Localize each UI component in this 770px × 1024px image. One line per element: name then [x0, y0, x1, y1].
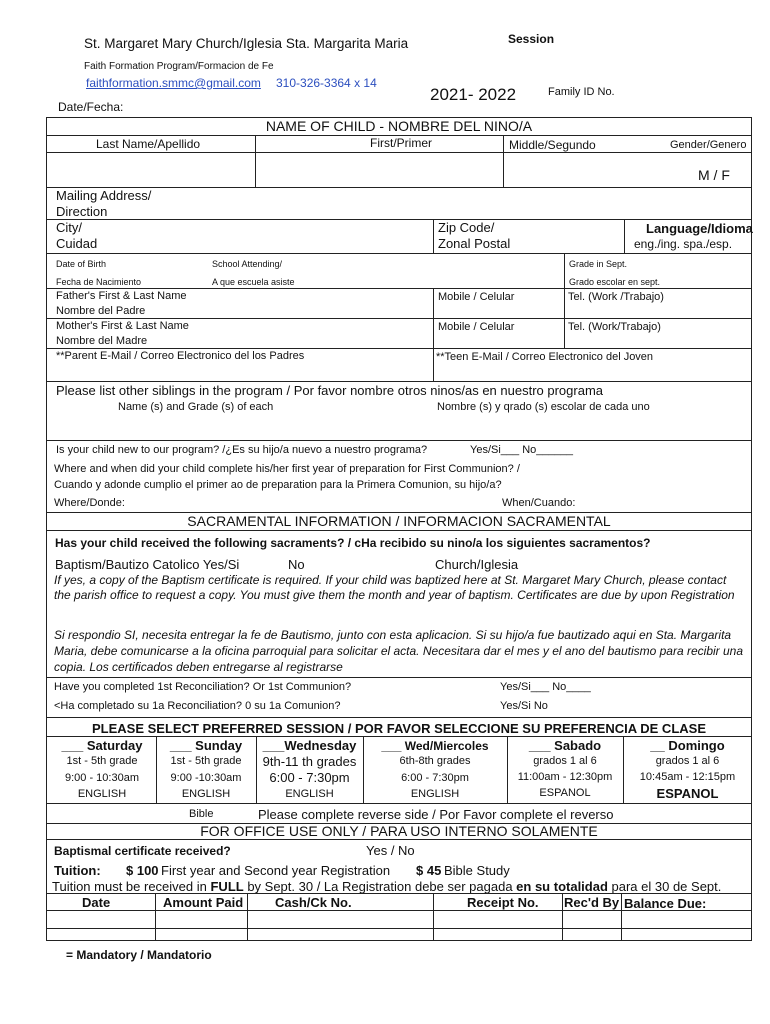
baptism-yes-label[interactable]: Baptism/Bautizo Catolico Yes/Si	[55, 557, 240, 572]
parent-email-label: **Parent E-Mail / Correo Electronico del los Padres	[56, 350, 305, 362]
reconciliation-question-en: Have you completed 1st Reconciliation? Or 1st Communion?	[54, 681, 352, 693]
school-label-1: School Attending/	[212, 259, 283, 269]
child-name-title: NAME OF CHILD - NOMBRE DEL NINO/A	[265, 118, 533, 134]
dob-label-1: Date of Birth	[56, 259, 107, 269]
language-label-1: Language/Idioma	[646, 221, 753, 236]
first-communion-question-es: Cuando y adonde cumplio el primer ao de preparation para la Primera Comunion, su hijo/a?	[54, 479, 502, 491]
first-communion-question-en: Where and when did your child complete his/her first year of preparation for First Communion? /	[54, 463, 520, 475]
siblings-prompt: Please list other siblings in the program / Por favor nombre otros ninos/as en nuestro programa	[56, 383, 603, 398]
session-day[interactable]: ___ Wed/Miercoles	[381, 739, 489, 753]
session-grades: 1st - 5th grade	[170, 755, 242, 767]
father-work-label: Tel. (Work /Trabajo)	[568, 291, 664, 303]
session-grades: grados 1 al 6	[533, 755, 597, 767]
sacraments-question: Has your child received the following sacraments? / cHa recibido su nino/a los siguientes sacramentos?	[55, 536, 651, 550]
table-header-amount: Amount Paid	[163, 895, 244, 910]
tuition-label: Tuition:	[54, 863, 101, 878]
city-label-1: City/	[56, 220, 82, 235]
mother-work-label: Tel. (Work/Trabajo)	[568, 321, 661, 333]
table-header-cash-ck: Cash/Ck No.	[275, 895, 352, 910]
bible-study-amount: $ 45	[416, 863, 442, 878]
date-label: Date/Fecha:	[58, 100, 124, 114]
tuition-description: First year and Second year Registration	[161, 863, 391, 878]
session-grades: grados 1 al 6	[655, 755, 720, 767]
table-header-date: Date	[82, 895, 111, 910]
session-time: 11:00am - 12:30pm	[517, 771, 613, 783]
new-child-answer[interactable]: Yes/Si___ No______	[470, 444, 573, 456]
baptism-note-es: Si respondio SI, necesita entregar la fe de Bautismo, junto con esta aplicacion. Si su hijo/a fue bautizado aqui en Sta. Margarita Maria, debe comunicarse a la oficina parroquial para solicitar el acta. Necesitara dar el mes y el ano del bautismo para recibir una copia. Los certificados deben entregarse al registrarse	[54, 628, 744, 674]
session-time: 6:00 - 7:30pm	[401, 772, 469, 784]
session-language: ENGLISH	[285, 788, 334, 800]
session-day[interactable]: __ Domingo	[650, 738, 725, 753]
mother-label-1: Mother's First & Last Name	[56, 320, 189, 332]
session-grades: 9th-11 th grades	[262, 754, 357, 769]
session-day[interactable]: ___ Sabado	[528, 738, 602, 753]
where-label: Where/Donde:	[54, 497, 125, 509]
table-header-receipt: Receipt No.	[467, 895, 539, 910]
mother-label-2: Nombre del Madre	[56, 335, 148, 347]
language-options[interactable]: eng./ing. spa./esp.	[634, 237, 733, 251]
school-label-2: A que escuela asiste	[212, 277, 295, 287]
session-grades: 6th-8th grades	[399, 755, 471, 767]
session-label: Session	[508, 32, 555, 46]
session-language: ESPANOL	[656, 786, 719, 801]
session-time: 9:00 -10:30am	[170, 772, 242, 784]
new-child-question: Is your child new to our program? /¿Es su hijo/a nuevo a nuestro programa?	[56, 444, 428, 456]
zip-label-1: Zip Code/	[438, 220, 495, 235]
mandatory-note: = Mandatory / Mandatorio	[66, 948, 212, 962]
father-label-1: Father's First & Last Name	[56, 290, 187, 302]
father-mobile-label: Mobile / Celular	[438, 291, 515, 303]
siblings-left-label: Name (s) and Grade (s) of each	[118, 401, 274, 413]
reconciliation-answer-en[interactable]: Yes/Si___ No____	[500, 681, 591, 693]
session-language: ENGLISH	[77, 788, 127, 800]
office-use-title: FOR OFFICE USE ONLY / PARA USO INTERNO SOLAMENTE	[200, 823, 598, 839]
school-year: 2021- 2022	[430, 85, 517, 104]
gender-options[interactable]: M / F	[698, 167, 730, 183]
city-label-2: Cuidad	[56, 236, 98, 251]
session-title: PLEASE SELECT PREFERRED SESSION / POR FAVOR SELECCIONE SU PREFERENCIA DE CLASE	[92, 721, 706, 736]
zip-label-2: Zonal Postal	[438, 236, 511, 251]
family-id-label: Family ID No.	[548, 86, 615, 98]
baptism-note-en: If yes, a copy of the Baptism certificate is required. If your child was baptized here at St. Margaret Mary Church, please contact the parish office to request a copy. You must give them the month and year of baptism. Certificates are due by upon Registration	[54, 573, 735, 602]
contact-phone: 310-326-3364 x 14	[276, 76, 377, 90]
church-name: St. Margaret Mary Church/Iglesia Sta. Margarita Maria	[84, 36, 409, 51]
baptismal-yes-no[interactable]: Yes / No	[366, 843, 415, 858]
contact-email-link[interactable]: faithformation.smmc@gmail.com	[86, 76, 261, 90]
when-label: When/Cuando:	[502, 497, 576, 509]
mailing-label-1: Mailing Address/	[56, 188, 152, 203]
bible-label: Bible	[189, 808, 214, 820]
table-header-recd-by: Rec'd By	[564, 895, 620, 910]
table-header-balance: Balance Due:	[624, 896, 707, 911]
tuition-due-note: Tuition must be received in FULL by Sept. 30 / La Registration debe ser pagada en su totalidad para el 30 de Sept.	[52, 879, 722, 894]
teen-email-label: **Teen E-Mail / Correo Electronico del Joven	[436, 351, 654, 363]
session-time: 10:45am - 12:15pm	[639, 771, 736, 783]
session-language: ENGLISH	[181, 788, 231, 800]
session-language: ENGLISH	[410, 788, 460, 800]
session-grades: 1st - 5th grade	[66, 755, 138, 767]
session-day[interactable]: ___ Sunday	[169, 738, 243, 753]
middle-name-label: Middle/Segundo	[509, 138, 596, 152]
session-time: 9:00 - 10:30am	[65, 772, 139, 784]
session-language: ESPANOL	[539, 787, 591, 799]
reconciliation-answer-es[interactable]: Yes/Si No	[500, 700, 548, 712]
grade-label-2: Grado escolar en sept.	[569, 277, 661, 287]
reconciliation-question-es: <Ha completado su 1a Reconciliation? 0 su 1a Comunion?	[54, 700, 341, 712]
church-label: Church/Iglesia	[435, 557, 519, 572]
dob-label-2: Fecha de Nacimiento	[56, 277, 142, 287]
bible-study-description: Bible Study	[444, 863, 510, 878]
complete-reverse-note: Please complete reverse side / Por Favor complete el reverso	[258, 807, 614, 822]
mother-mobile-label: Mobile / Celular	[438, 321, 515, 333]
baptismal-received-label: Baptismal certificate received?	[54, 844, 231, 858]
program-name: Faith Formation Program/Formacion de Fe	[84, 61, 274, 72]
gender-label: Gender/Genero	[670, 139, 747, 151]
session-day[interactable]: ___ Saturday	[61, 738, 143, 753]
last-name-label: Last Name/Apellido	[96, 137, 201, 151]
session-day[interactable]: ___Wednesday	[262, 738, 357, 753]
siblings-right-label: Nombre (s) y qrado (s) escolar de cada uno	[437, 401, 650, 413]
mailing-label-2: Direction	[56, 204, 108, 219]
father-label-2: Nombre del Padre	[56, 305, 146, 317]
sacramental-title: SACRAMENTAL INFORMATION / INFORMACION SACRAMENTAL	[187, 513, 611, 529]
tuition-amount: $ 100	[126, 863, 159, 878]
first-name-label: First/Primer	[370, 136, 432, 150]
session-time: 6:00 - 7:30pm	[269, 770, 350, 785]
grade-label-1: Grade in Sept.	[569, 259, 628, 269]
baptism-no-label[interactable]: No	[288, 557, 305, 572]
